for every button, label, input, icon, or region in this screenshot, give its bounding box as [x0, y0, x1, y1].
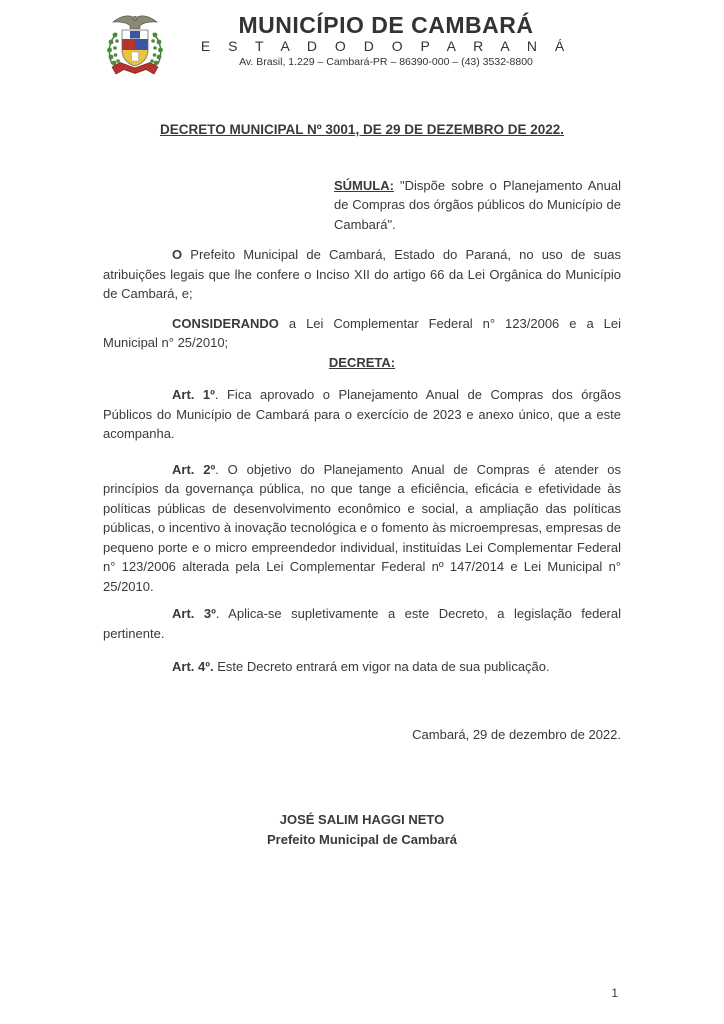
letterhead	[0, 8, 724, 92]
signer-role: Prefeito Municipal de Cambará	[267, 832, 457, 847]
sumula-paragraph	[334, 176, 621, 235]
state-name: E S T A D O D O P A R A N Á	[200, 38, 572, 54]
signature-block	[103, 810, 621, 850]
article-2-paragraph	[103, 460, 621, 597]
article-4-lead: Art. 4º.	[172, 659, 214, 674]
considerando-lead: CONSIDERANDO	[172, 315, 279, 331]
decreta-heading: DECRETA:	[328, 354, 396, 370]
preamble-lead: O	[172, 247, 183, 262]
preamble-paragraph	[103, 245, 621, 304]
article-1-text: . Fica aprovado o Planejamento Anual de Compras dos órgãos Públicos do Município de Cambará para o exercício de 2023 e anexo único, que a este acompanha.	[103, 387, 621, 441]
article-1-paragraph	[103, 385, 621, 444]
considerando-text: a Lei Complementar Federal n° 123/2006 e a Lei Municipal n° 25/2010;	[103, 315, 621, 350]
decree-title: DECRETO MUNICIPAL Nº 3001, DE 29 DE DEZEMBRO DE 2022.	[159, 122, 565, 137]
article-4-paragraph	[103, 657, 621, 677]
article-1-lead: Art. 1º	[172, 387, 215, 402]
considerando-paragraph	[103, 314, 621, 353]
signer-name: JOSÉ SALIM HAGGI NETO	[279, 812, 445, 827]
letterhead-text	[152, 12, 620, 69]
article-3-paragraph	[103, 604, 621, 643]
eagle-icon	[113, 16, 157, 29]
article-2-lead: Art. 2º	[172, 461, 216, 477]
article-2-text: . O objetivo do Planejamento Anual de Compras é atender os princípios da governança pública, no que tange a eficiência, eficácia e efetividade às políticas públicas de desenvolvimento econômico e social, a ampliação das políticas públicas, o incentivo à inovação tecnológica e o fomento às microempresas, empresas de pequeno porte e o micro empreendedor individual, instituídas Lei Complementar Federal n° 123/2006 alterada pela Lei Complementar Federal nº 147/2014 e Lei Municipal n° 25/2010.	[103, 461, 621, 594]
article-4-text: Este Decreto entrará em vigor na data de sua publicação.	[213, 659, 550, 674]
article-3-lead: Art. 3º	[172, 606, 216, 621]
article-3-text: . Aplica-se supletivamente a este Decreto, a legislação federal pertinente.	[103, 606, 621, 641]
sumula-label: SÚMULA:	[334, 177, 394, 193]
document-body	[103, 120, 621, 850]
address-line: Av. Brasil, 1.229 – Cambará-PR – 86390-000 – (43) 3532-8800	[239, 56, 533, 68]
municipality-name: MUNICÍPIO DE CAMBARÁ	[238, 12, 534, 38]
dateline: Cambará, 29 de dezembro de 2022.	[412, 726, 621, 742]
page-number: 1	[611, 986, 618, 1000]
sumula-text: "Dispõe sobre o Planejamento Anual de Compras dos órgãos públicos do Município de Cambará".	[334, 177, 621, 232]
preamble-text: Prefeito Municipal de Cambará, Estado do Paraná, no uso de suas atribuições legais que lhe confere o Inciso XII do artigo 66 da Lei Orgânica do Município de Cambará, e;	[103, 247, 621, 301]
